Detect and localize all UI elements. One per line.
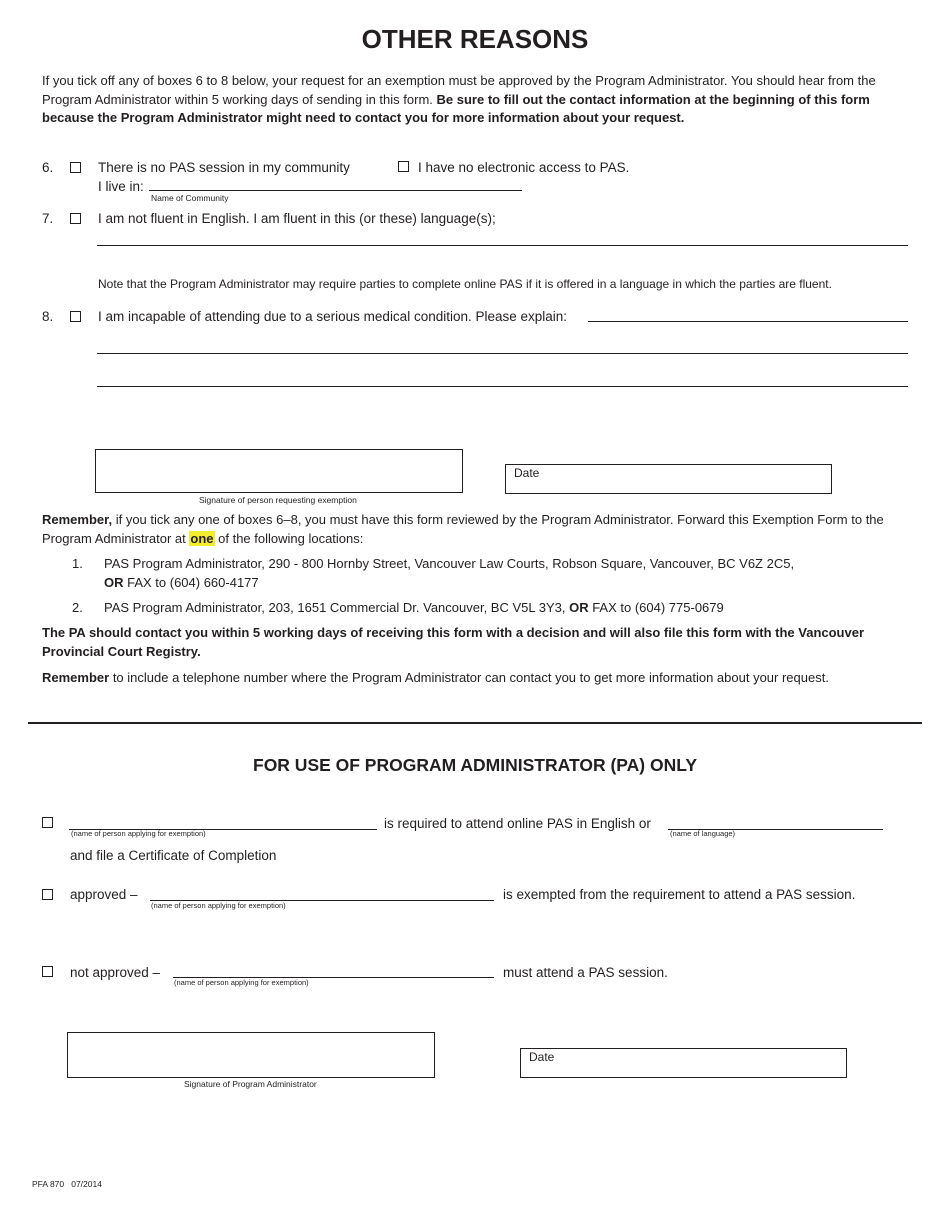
pa-contact-paragraph: The PA should contact you within 5 working days of receiving this form with a decision and will also file this form with the Vancouver Provincial Court Registry.	[42, 625, 865, 659]
item-6-live-in-label: I live in:	[98, 179, 144, 194]
remember-phone-paragraph	[42, 669, 922, 688]
pa-row2-name-caption: (name of person applying for exemption)	[151, 901, 286, 910]
pa-not-approved-label: not approved –	[70, 965, 161, 980]
location-2-or: OR	[569, 600, 589, 615]
medical-explain-field-3[interactable]	[97, 386, 908, 387]
item-7-label: I am not fluent in English. I am fluent in this (or these) language(s);	[98, 211, 496, 226]
pa-row3-name-caption: (name of person applying for exemption)	[174, 978, 309, 987]
item-6-number: 6.	[42, 160, 54, 175]
item-6-checkbox[interactable]	[70, 162, 81, 173]
item-8-number: 8.	[42, 309, 54, 324]
page-title: OTHER REASONS	[361, 24, 589, 54]
community-field[interactable]	[149, 190, 522, 191]
pa-row2-text: is exempted from the requirement to attend a PAS session.	[503, 887, 856, 902]
intro-paragraph	[42, 72, 912, 128]
highlight-one: one	[190, 530, 214, 546]
item-8-checkbox[interactable]	[70, 311, 81, 322]
intro-text: If you tick off any of boxes 6 to 8 below, your request for an exemption must be approved by the Program Administrator. You should hear from the Program Administrator within 5 working days of sending in this form.	[42, 73, 876, 107]
item-6-label-no-session: There is no PAS session in my community	[98, 160, 350, 175]
intro-bold-text: Be sure to fill out the contact information at the beginning of this form because the Program Administrator might need to contact you for more information about your request.	[42, 91, 870, 125]
remember-paragraph	[42, 511, 912, 548]
pa-row1-text: is required to attend online PAS in English or	[384, 816, 651, 831]
location-1-fax: FAX to (604) 660-4177	[123, 574, 259, 590]
location-2-number: 2.	[72, 600, 83, 615]
location-1-address: PAS Program Administrator, 290 - 800 Hornby Street, Vancouver Law Courts, Robson Square, Vancouver, BC V6Z 2C5,	[104, 556, 795, 571]
medical-explain-field-2[interactable]	[97, 353, 908, 354]
form-footer-code: PFA 870 07/2014	[32, 1179, 102, 1189]
community-caption: Name of Community	[151, 193, 229, 203]
pa-date-label: Date	[529, 1050, 555, 1064]
pa-row3-text: must attend a PAS session.	[503, 965, 668, 980]
pa-english-required-checkbox[interactable]	[42, 817, 53, 828]
remember-bold: Remember,	[42, 512, 113, 527]
pa-approved-label: approved –	[70, 887, 138, 902]
applicant-date-box[interactable]	[505, 464, 832, 494]
pa-row1-name-caption: (name of person applying for exemption)	[71, 829, 206, 838]
remember2-text: to include a telephone number where the Program Administrator can contact you to get more information about your request.	[109, 670, 829, 685]
applicant-signature-caption: Signature of person requesting exemption	[199, 495, 357, 505]
remember-text-b: of the following locations:	[214, 530, 364, 546]
remember-text-a: if you tick any one of boxes 6–8, you must have this form reviewed by the Program Administrator. Forward this Exemption Form to the Program Administrator at	[42, 512, 884, 546]
item-8-label: I am incapable of attending due to a serious medical condition. Please explain:	[98, 309, 568, 324]
pa-not-approved-checkbox[interactable]	[42, 966, 53, 977]
applicant-signature-box[interactable]	[95, 449, 463, 493]
location-2-address: PAS Program Administrator, 203, 1651 Commercial Dr. Vancouver, BC V5L 3Y3,	[104, 600, 570, 615]
item-6-no-access-checkbox[interactable]	[398, 161, 409, 172]
section-divider	[28, 722, 922, 724]
location-1-or: OR	[104, 574, 124, 590]
location-2-fax: FAX to (604) 775-0679	[588, 600, 724, 615]
pa-row1-certificate-text: and file a Certificate of Completion	[70, 848, 277, 863]
pa-section-title: FOR USE OF PROGRAM ADMINISTRATOR (PA) ONLY	[253, 755, 697, 775]
remember2-bold: Remember	[42, 670, 110, 685]
item-6-label-no-access: I have no electronic access to PAS.	[418, 160, 630, 175]
pa-approved-checkbox[interactable]	[42, 889, 53, 900]
location-1	[104, 555, 894, 592]
location-2	[104, 599, 904, 618]
pa-signature-caption: Signature of Program Administrator	[184, 1079, 317, 1089]
item-7-checkbox[interactable]	[70, 213, 81, 224]
medical-explain-field-1[interactable]	[588, 321, 908, 322]
pa-row1-language-caption: (name of language)	[670, 829, 736, 838]
location-1-number: 1.	[72, 556, 83, 571]
applicant-date-label: Date	[514, 466, 540, 480]
item-7-note: Note that the Program Administrator may require parties to complete online PAS if it is offered in a language in which the parties are fluent.	[98, 277, 832, 291]
language-field[interactable]	[97, 245, 908, 246]
pa-signature-box[interactable]	[67, 1032, 435, 1078]
item-7-number: 7.	[42, 211, 54, 226]
pa-date-box[interactable]	[520, 1048, 847, 1078]
